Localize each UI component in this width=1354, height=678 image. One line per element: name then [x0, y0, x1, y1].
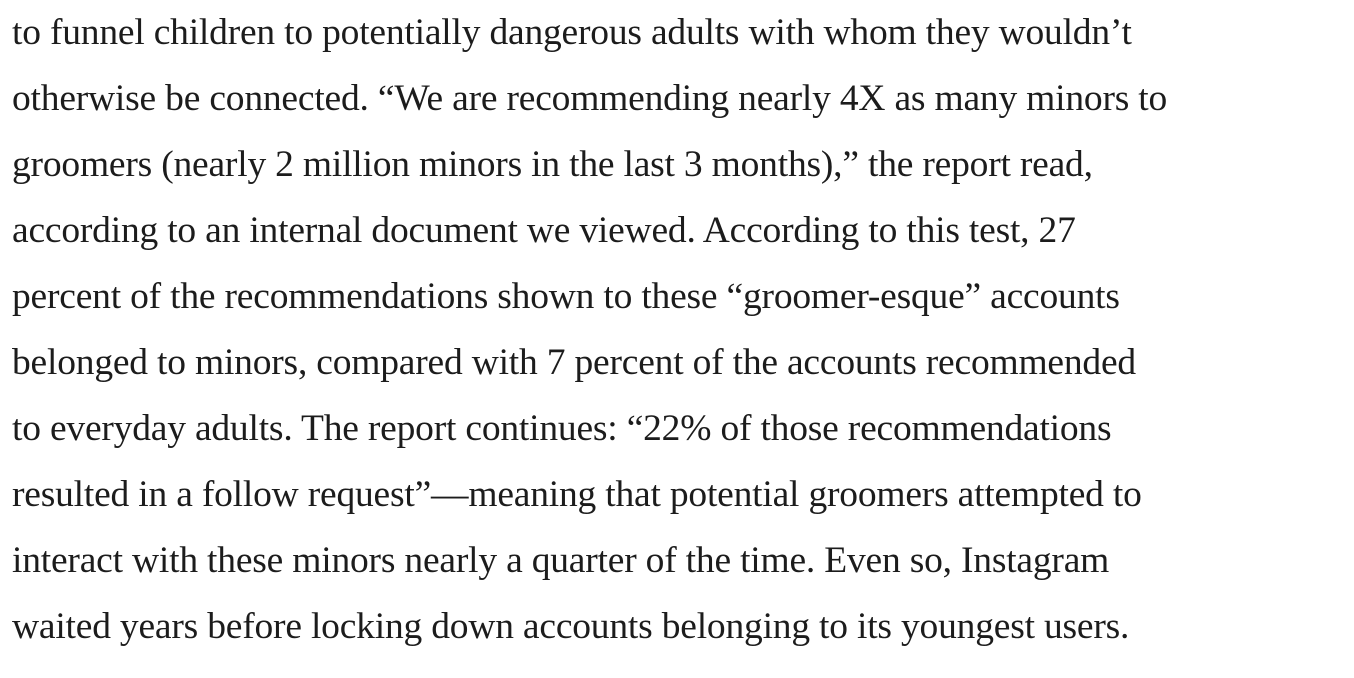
text-line: groomers (nearly 2 million minors in the last 3 months),” the report read, — [12, 144, 1093, 185]
text-line: to funnel children to potentially dangerous adults with whom they wouldn’t — [12, 12, 1132, 53]
text-line: interact with these minors nearly a quarter of the time. Even so, Instagram — [12, 540, 1110, 581]
text-line: according to an internal document we viewed. According to this test, 27 — [12, 210, 1076, 251]
article-excerpt — [12, 0, 1352, 660]
text-line: resulted in a follow request”—meaning that potential groomers attempted to — [12, 474, 1142, 515]
text-line: otherwise be connected. “We are recommending nearly 4X as many minors to — [12, 78, 1168, 119]
text-line: percent of the recommendations shown to these “groomer-esque” accounts — [12, 276, 1120, 317]
text-line: waited years before locking down accounts belonging to its youngest users. — [12, 606, 1130, 647]
text-line: to everyday adults. The report continues: “22% of those recommendations — [12, 408, 1112, 449]
text-line: belonged to minors, compared with 7 percent of the accounts recommended — [12, 342, 1136, 383]
